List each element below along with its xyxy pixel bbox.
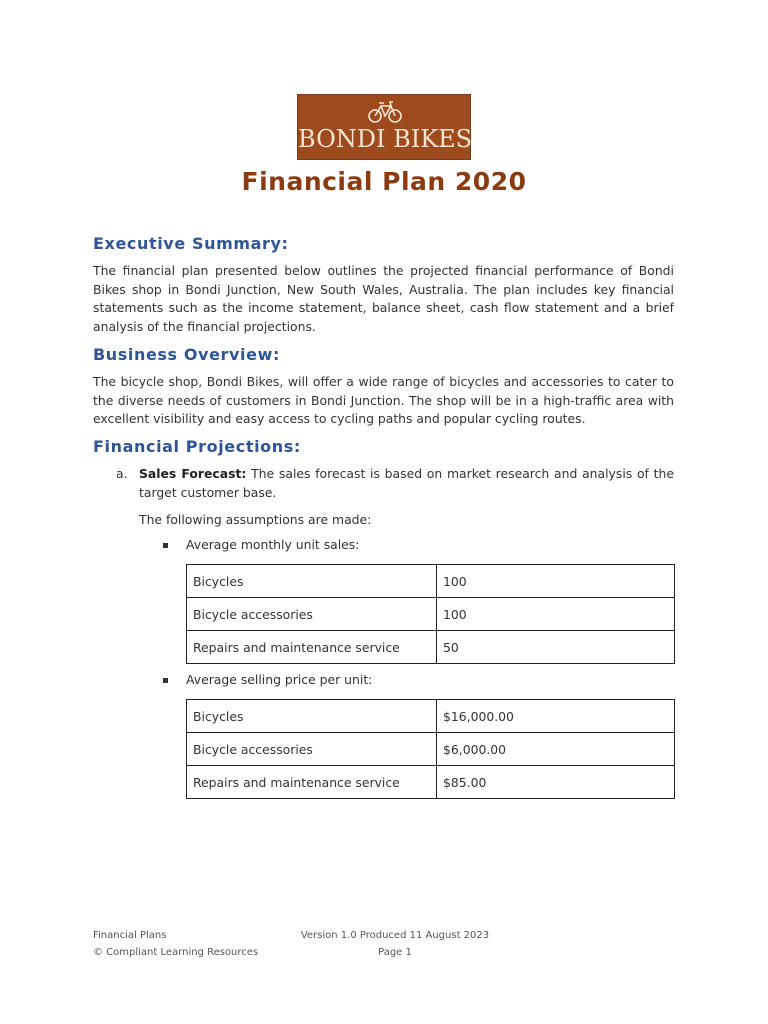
table-cell: $6,000.00 [437, 733, 675, 766]
sales-forecast-item [139, 464, 674, 502]
business-overview-text: The bicycle shop, Bondi Bikes, will offer a wide range of bicycles and accessories to cater to the diverse needs of customers in Bondi Junction. The shop will be in a high-traffic area with excellent visibility and easy access to cycling paths and popular cycling routes. [93, 374, 674, 427]
executive-summary-text: The financial plan presented below outlines the projected financial performance of Bondi Bikes shop in Bondi Junction, New South Wales, Australia. The plan includes key financial statements such as the income statement, balance sheet, cash flow statement and a brief analysis of the financial projections. [93, 263, 674, 334]
unit-sales-label: Average monthly unit sales: [186, 537, 360, 552]
table-cell: Bicycles [187, 700, 437, 733]
table-row [187, 700, 675, 733]
table-row [187, 565, 675, 598]
table-cell: 100 [437, 598, 675, 631]
square-bullet-icon [163, 543, 168, 548]
unit-sales-table [186, 564, 675, 664]
executive-summary-heading: Executive Summary: [93, 234, 289, 253]
table-row [187, 766, 675, 799]
table-row [187, 598, 675, 631]
table-cell: Bicycle accessories [187, 733, 437, 766]
footer-page-number: Page 1 [378, 947, 412, 958]
selling-price-label: Average selling price per unit: [186, 672, 373, 687]
table-cell: Bicycle accessories [187, 598, 437, 631]
table-cell: 100 [437, 565, 675, 598]
table-cell: 50 [437, 631, 675, 664]
table-cell: $85.00 [437, 766, 675, 799]
sales-forecast-label: Sales Forecast: [139, 466, 247, 481]
table-cell: Repairs and maintenance service [187, 631, 437, 664]
table-row [187, 631, 675, 664]
logo-text: BONDI BIKES [298, 125, 473, 153]
financial-projections-heading: Financial Projections: [93, 437, 301, 456]
bicycle-icon [367, 100, 403, 124]
selling-price-table [186, 699, 675, 799]
list-marker-a: a. [116, 466, 128, 481]
business-overview-heading: Business Overview: [93, 345, 280, 364]
footer-copyright: © Compliant Learning Resources [93, 947, 259, 958]
table-row [187, 733, 675, 766]
table-cell: Bicycles [187, 565, 437, 598]
document-title: Financial Plan 2020 [241, 167, 527, 196]
footer-left [93, 927, 258, 961]
footer-center [295, 927, 495, 961]
table-cell: Repairs and maintenance service [187, 766, 437, 799]
square-bullet-icon [163, 678, 168, 683]
bondi-bikes-logo [297, 94, 471, 160]
table-cell: $16,000.00 [437, 700, 675, 733]
sales-forecast-text: The sales forecast is based on market research and analysis of the target customer base. [139, 466, 674, 500]
assumptions-intro: The following assumptions are made: [139, 512, 372, 527]
footer-document-name: Financial Plans [93, 930, 167, 941]
footer-version: Version 1.0 Produced 11 August 2023 [300, 930, 490, 941]
